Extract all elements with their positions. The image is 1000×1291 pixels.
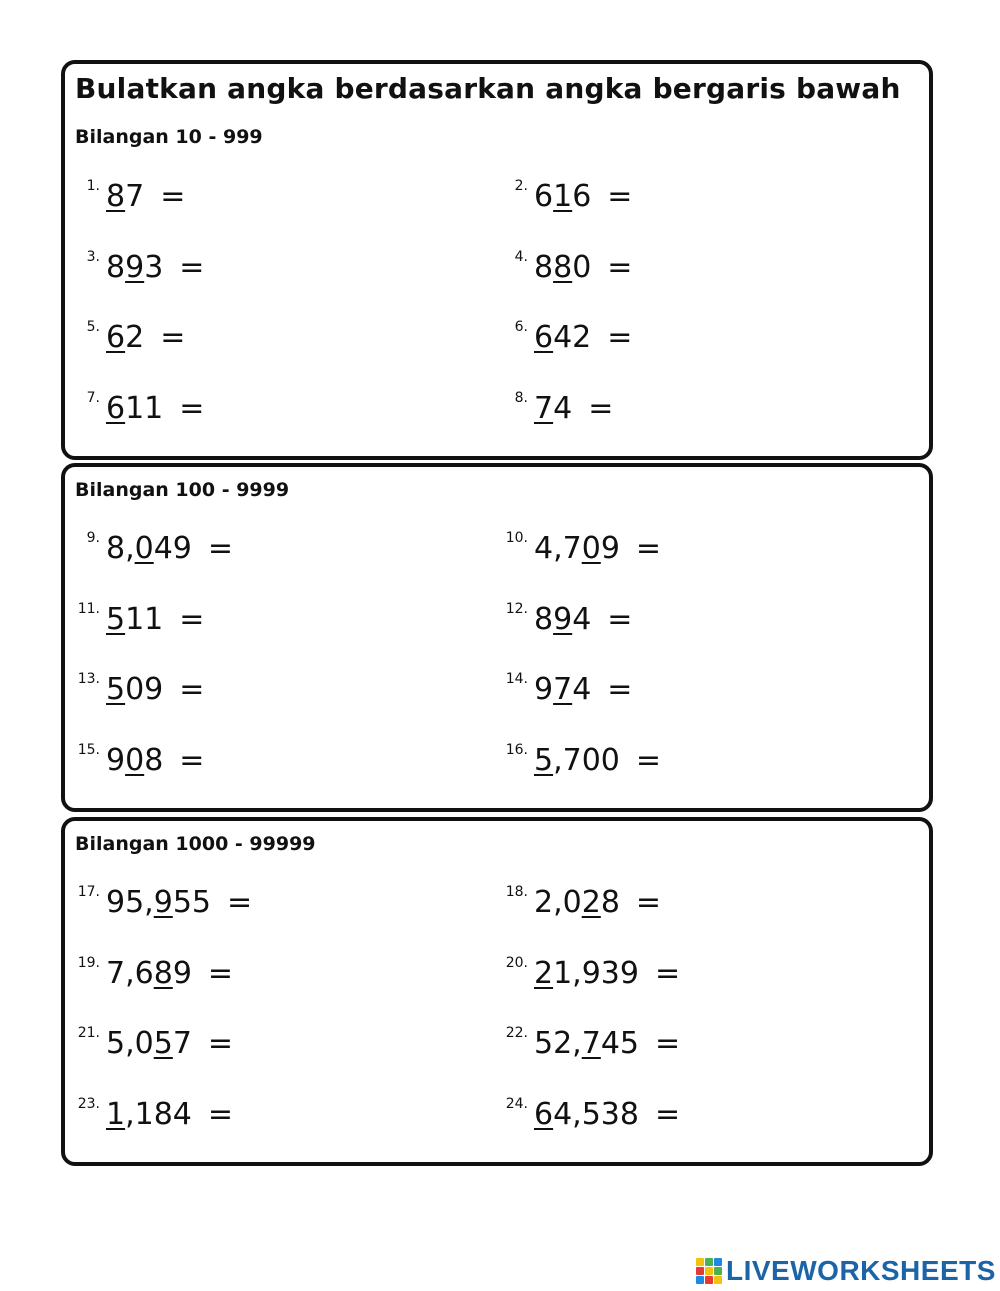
number-suffix: 7 (125, 179, 145, 214)
underlined-digit: 7 (553, 672, 573, 707)
section-box-2 (61, 463, 933, 812)
equals-sign: = (655, 1026, 681, 1061)
exercise-expression (106, 320, 185, 355)
equals-sign: = (635, 743, 662, 778)
exercise-item (505, 670, 633, 714)
underlined-digit: 7 (534, 391, 554, 426)
equals-sign: = (654, 1097, 681, 1132)
number-suffix: 4 (553, 391, 573, 426)
logo-text: LIVEWORKSHEETS (726, 1255, 996, 1286)
equals-sign: = (160, 320, 186, 355)
equals-sign: = (207, 531, 234, 566)
logo-block (714, 1276, 722, 1284)
equals-sign: = (207, 956, 234, 991)
number-prefix: 8 (534, 250, 554, 285)
exercise-item (77, 600, 205, 644)
logo-block (696, 1258, 704, 1266)
exercise-expression (534, 956, 680, 991)
exercise-expression (106, 743, 204, 778)
underlined-digit: 5 (153, 1026, 173, 1061)
number-prefix: 5,0 (106, 1026, 154, 1061)
number-suffix: 49 (153, 531, 192, 566)
exercise-number: 7. (86, 390, 100, 406)
number-suffix: 6 (572, 179, 592, 214)
exercise-expression (106, 531, 233, 566)
number-prefix: 9 (106, 743, 126, 778)
exercise-number: 16. (505, 742, 528, 758)
exercise-number: 23. (77, 1096, 100, 1112)
number-suffix: 09 (125, 672, 164, 707)
underlined-digit: 8 (153, 956, 173, 991)
underlined-digit: 6 (534, 320, 554, 355)
exercise-number: 5. (86, 319, 100, 335)
underlined-digit: 5 (106, 672, 126, 707)
underlined-digit: 0 (125, 743, 145, 778)
exercise-expression (106, 672, 204, 707)
number-suffix: 8 (144, 743, 164, 778)
section-box-3 (61, 817, 933, 1166)
exercise-item (514, 177, 633, 221)
number-suffix: ,700 (553, 743, 620, 778)
exercise-number: 12. (505, 601, 528, 617)
exercise-item (86, 529, 234, 573)
exercise-item (505, 954, 681, 998)
equals-sign: = (588, 391, 614, 426)
underlined-digit: 0 (581, 531, 601, 566)
exercise-number: 17. (77, 884, 100, 900)
equals-sign: = (179, 391, 205, 426)
liveworksheets-logo (696, 1256, 996, 1286)
exercise-item (77, 741, 205, 785)
underlined-digit: 1 (106, 1097, 126, 1132)
logo-blocks-icon (696, 1258, 722, 1284)
number-suffix: 7 (172, 1026, 192, 1061)
number-prefix: 52, (534, 1026, 582, 1061)
exercise-number: 13. (77, 671, 100, 687)
exercise-item (77, 954, 234, 998)
underlined-digit: 9 (553, 602, 573, 637)
exercise-expression (106, 602, 204, 637)
exercise-expression (106, 179, 185, 214)
equals-sign: = (607, 250, 633, 285)
number-prefix: 9 (534, 672, 554, 707)
exercise-item (86, 248, 205, 292)
equals-sign: = (607, 179, 633, 214)
exercise-item (514, 318, 633, 362)
underlined-digit: 7 (581, 1026, 601, 1061)
section-box-1 (61, 60, 933, 460)
exercise-expression (534, 531, 661, 566)
logo-block (696, 1267, 704, 1275)
exercise-item (514, 389, 614, 433)
logo-block (714, 1267, 722, 1275)
underlined-digit: 9 (153, 885, 173, 920)
number-prefix: 95, (106, 885, 154, 920)
exercise-expression (106, 956, 233, 991)
exercise-number: 22. (505, 1025, 528, 1041)
number-suffix: 8 (600, 885, 620, 920)
underlined-digit: 5 (106, 602, 126, 637)
equals-sign: = (207, 1097, 234, 1132)
number-suffix: 55 (172, 885, 211, 920)
worksheet-title: Bulatkan angka berdasarkan angka bergaris bawah (75, 72, 901, 105)
exercise-number: 9. (86, 530, 100, 546)
exercise-item (86, 177, 186, 221)
number-suffix: 4 (572, 672, 592, 707)
exercise-expression (106, 391, 204, 426)
underlined-digit: 6 (534, 1097, 554, 1132)
exercise-number: 24. (505, 1096, 528, 1112)
number-suffix: 42 (553, 320, 592, 355)
exercise-item (505, 600, 633, 644)
exercise-expression (534, 391, 613, 426)
underlined-digit: 5 (534, 743, 554, 778)
logo-block (705, 1258, 713, 1266)
equals-sign: = (654, 956, 681, 991)
underlined-digit: 9 (125, 250, 145, 285)
exercise-expression (534, 885, 661, 920)
number-prefix: 2,0 (534, 885, 582, 920)
number-suffix: 4,538 (553, 1097, 639, 1132)
number-suffix: 45 (600, 1026, 639, 1061)
number-prefix: 6 (534, 179, 554, 214)
exercise-number: 1. (86, 178, 100, 194)
exercise-number: 14. (505, 671, 528, 687)
logo-block (696, 1276, 704, 1284)
exercise-item (86, 318, 186, 362)
exercise-item (514, 248, 633, 292)
exercise-item (86, 389, 205, 433)
exercise-expression (534, 743, 661, 778)
exercise-expression (106, 885, 252, 920)
equals-sign: = (160, 179, 186, 214)
number-prefix: 4,7 (534, 531, 582, 566)
underlined-digit: 8 (553, 250, 573, 285)
underlined-digit: 0 (134, 531, 154, 566)
exercise-number: 18. (505, 884, 528, 900)
exercise-number: 6. (514, 319, 528, 335)
logo-block (705, 1267, 713, 1275)
exercise-item (77, 883, 253, 927)
number-suffix: 1,939 (553, 956, 639, 991)
number-suffix: 0 (572, 250, 592, 285)
exercise-number: 8. (514, 390, 528, 406)
exercise-number: 3. (86, 249, 100, 265)
exercise-number: 11. (77, 601, 100, 617)
number-suffix: 4 (572, 602, 592, 637)
exercise-item (505, 1024, 681, 1068)
equals-sign: = (179, 743, 205, 778)
underlined-digit: 8 (106, 179, 126, 214)
section-subtitle: Bilangan 100 - 9999 (75, 479, 290, 501)
exercise-item (77, 670, 205, 714)
equals-sign: = (207, 1026, 234, 1061)
exercise-number: 2. (514, 178, 528, 194)
equals-sign: = (179, 602, 205, 637)
exercise-expression (534, 672, 632, 707)
number-suffix: 9 (600, 531, 620, 566)
equals-sign: = (607, 602, 633, 637)
logo-block (705, 1276, 713, 1284)
underlined-digit: 2 (581, 885, 601, 920)
exercise-expression (534, 1097, 680, 1132)
logo-block (714, 1258, 722, 1266)
exercise-item (77, 1024, 234, 1068)
number-suffix: 3 (144, 250, 164, 285)
exercise-item (505, 741, 662, 785)
exercise-expression (534, 250, 632, 285)
exercise-number: 15. (77, 742, 100, 758)
exercise-item (505, 529, 662, 573)
number-suffix: 11 (125, 391, 164, 426)
equals-sign: = (179, 250, 205, 285)
underlined-digit: 1 (553, 179, 573, 214)
number-prefix: 7,6 (106, 956, 154, 991)
exercise-expression (534, 602, 632, 637)
exercise-expression (534, 1026, 680, 1061)
equals-sign: = (607, 672, 633, 707)
exercise-number: 21. (77, 1025, 100, 1041)
exercise-expression (106, 1097, 233, 1132)
equals-sign: = (227, 885, 253, 920)
exercise-expression (106, 250, 204, 285)
exercise-item (505, 883, 662, 927)
number-suffix: 2 (125, 320, 145, 355)
exercise-number: 20. (505, 955, 528, 971)
exercise-item (505, 1095, 681, 1139)
exercise-expression (106, 1026, 233, 1061)
equals-sign: = (179, 672, 205, 707)
equals-sign: = (635, 885, 662, 920)
number-suffix: 9 (172, 956, 192, 991)
number-prefix: 8 (534, 602, 554, 637)
equals-sign: = (635, 531, 662, 566)
exercise-number: 19. (77, 955, 100, 971)
exercise-expression (534, 179, 632, 214)
exercise-item (77, 1095, 234, 1139)
underlined-digit: 6 (106, 391, 126, 426)
section-subtitle: Bilangan 1000 - 99999 (75, 833, 316, 855)
exercise-number: 10. (505, 530, 528, 546)
number-suffix: ,184 (125, 1097, 192, 1132)
number-suffix: 11 (125, 602, 164, 637)
exercise-number: 4. (514, 249, 528, 265)
underlined-digit: 2 (534, 956, 554, 991)
underlined-digit: 6 (106, 320, 126, 355)
exercise-expression (534, 320, 632, 355)
section-subtitle: Bilangan 10 - 999 (75, 126, 263, 148)
number-prefix: 8, (106, 531, 135, 566)
number-prefix: 8 (106, 250, 126, 285)
equals-sign: = (607, 320, 633, 355)
